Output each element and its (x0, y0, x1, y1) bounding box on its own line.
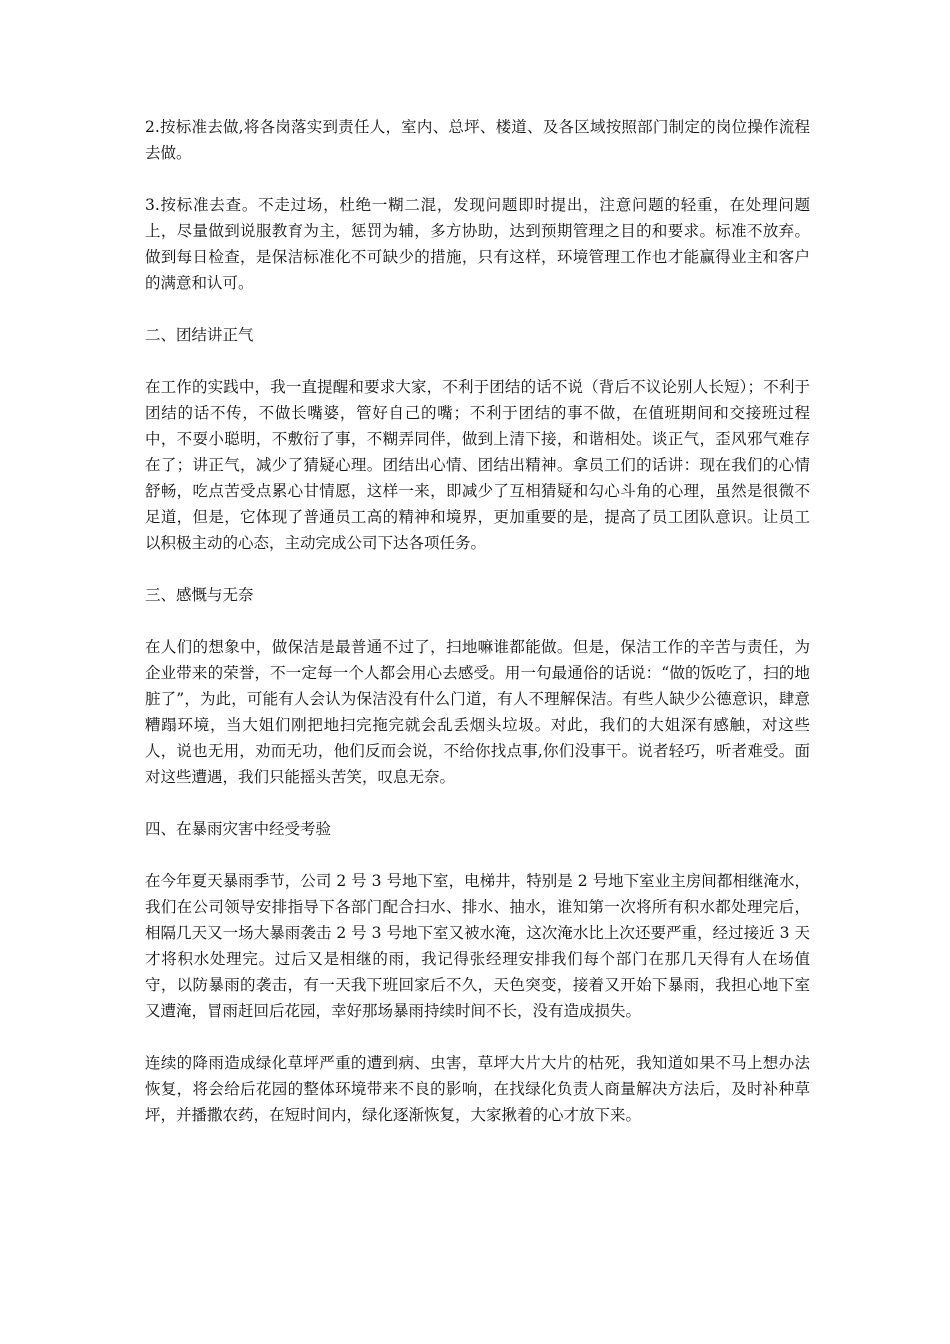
paragraph-feelings: 在人们的想象中，做保洁是最普通不过了，扫地嘛谁都能做。但是，保洁工作的辛苦与责任，为企业带来的荣誉，不一定每一个人都会用心去感受。用一句最通俗的话说：“做的饭吃了，扫的地脏了”，为此，可能有人会认为保洁没有什么门道，有人不理解保洁。有些人缺少公德意识，肆意糟蹋环境，当大姐们刚把地扫完拖完就会乱丢烟头垃圾。对此，我们的大姐深有感触，对这些人，说也无用，劝而无功，他们反而会说，不给你找点事,你们没事干。说者轻巧，听者难受。面对这些遭遇，我们只能摇头苦笑，叹息无奈。 (145, 638, 810, 786)
paragraph-item-3: 3.按标准去查。不走过场，杜绝一糊二混，发现问题即时提出，注意问题的轻重，在处理问题上，尽量做到说服教育为主，惩罚为辅，多方协助，达到预期管理之目的和要求。标准不放弃。做到每日检查，是保洁标准化不可缺少的措施，只有这样，环境管理工作也才能赢得业主和客户的满意和认可。 (145, 196, 810, 292)
paragraph-unity: 在工作的实践中，我一直提醒和要求大家，不利于团结的话不说（背后不议论别人长短）；不利于团结的话不传，不做长嘴婆，管好自己的嘴；不利于团结的事不做，在值班期间和交接班过程中，不耍小聪明，不敷衍了事，不糊弄同伴，做到上清下接，和谐相处。谈正气，歪风邪气难存在了；讲正气，减少了猜疑心理。团结出心情、团结出精神。拿员工们的话讲：现在我们的心情舒畅，吃点苦受点累心甘情愿，这样一来，即减少了互相猜疑和勾心斗角的心理，虽然是很微不足道，但是，它体现了普通员工高的精神和境界，更加重要的是，提高了员工团队意识。让员工以积极主动的心态，主动完成公司下达各项任务。 (145, 378, 810, 552)
section-heading-feelings: 三、感慨与无奈 (145, 586, 254, 604)
section-heading-rainstorm: 四、在暴雨灾害中经受考验 (145, 820, 332, 838)
paragraph-item-2: 2.按标准去做,将各岗落实到责任人，室内、总坪、楼道、及各区域按照部门制定的岗位操作流程去做。 (145, 118, 810, 162)
section-heading-unity: 二、团结讲正气 (145, 326, 254, 344)
paragraph-lawn-recovery: 连续的降雨造成绿化草坪严重的遭到病、虫害，草坪大片大片的枯死，我知道如果不马上想办法恢复，将会给后花园的整体环境带来不良的影响，在找绿化负责人商量解决方法后，及时补种草坪，并播撒农药，在短时间内，绿化逐渐恢复，大家揪着的心才放下来。 (145, 1054, 810, 1124)
document-body (145, 114, 810, 1154)
paragraph-rainstorm: 在今年夏天暴雨季节，公司 2 号 3 号地下室，电梯井，特别是 2 号地下室业主房间都相继淹水，我们在公司领导安排指导下各部门配合扫水、排水、抽水，谁知第一次将所有积水都处理完后，相隔几天又一场大暴雨袭击 2 号 3 号地下室又被水淹，这次淹水比上次还要严重，经过接近 3 天才将积水处理完。过后又是相继的雨，我记得张经理安排我们每个部门在那几天得有人在场值守，以防暴雨的袭击，有一天我下班回家后不久，天色突变，接着又开始下暴雨，我担心地下室又遭淹，冒雨赶回后花园，幸好那场暴雨持续时间不长，没有造成损失。 (145, 872, 810, 1020)
